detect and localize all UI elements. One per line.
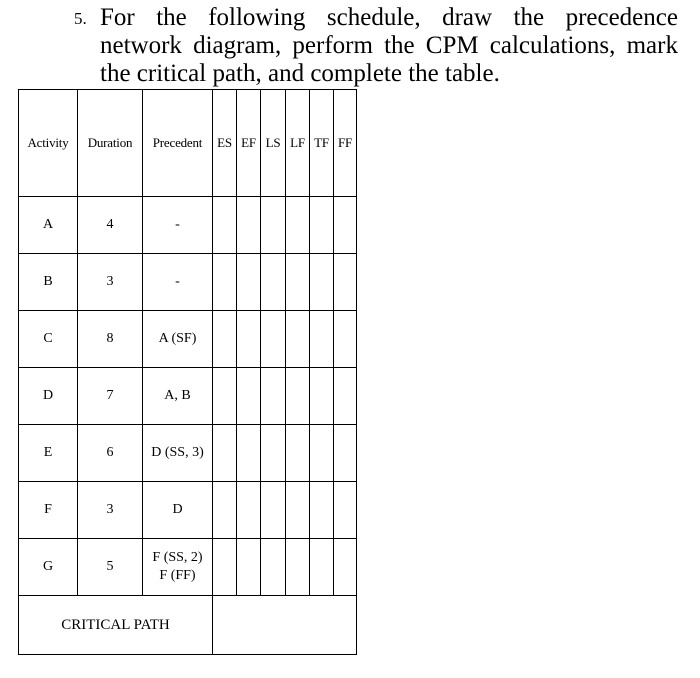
word: the (513, 4, 545, 31)
word: draw (442, 4, 493, 31)
ls-cell[interactable] (261, 368, 286, 425)
ls-cell[interactable] (261, 539, 286, 596)
header-tf: TF (310, 90, 334, 197)
critical-path-label: CRITICAL PATH (19, 596, 213, 655)
question-line-2 (100, 32, 678, 60)
header-ls: LS (261, 90, 286, 197)
word: following (208, 4, 306, 31)
table-header-row (19, 90, 357, 197)
ef-cell[interactable] (237, 368, 261, 425)
header-lf: LF (286, 90, 310, 197)
activity-cell: B (19, 254, 78, 311)
lf-cell[interactable] (286, 539, 310, 596)
table-row (19, 368, 357, 425)
precedent-cell: D (143, 482, 213, 539)
lf-cell[interactable] (286, 368, 310, 425)
word: diagram, (193, 32, 282, 59)
activity-cell: E (19, 425, 78, 482)
header-duration: Duration (78, 90, 143, 197)
question-line-3: the critical path, and complete the table. (100, 60, 500, 87)
word: the (384, 32, 415, 59)
schedule-table (18, 89, 357, 655)
ls-cell[interactable] (261, 197, 286, 254)
critical-path-answer[interactable] (213, 596, 357, 655)
duration-cell: 8 (78, 311, 143, 368)
lf-cell[interactable] (286, 197, 310, 254)
duration-cell: 5 (78, 539, 143, 596)
ls-cell[interactable] (261, 311, 286, 368)
ff-cell[interactable] (334, 368, 357, 425)
duration-cell: 3 (78, 482, 143, 539)
es-cell[interactable] (213, 368, 237, 425)
ef-cell[interactable] (237, 197, 261, 254)
lf-cell[interactable] (286, 254, 310, 311)
question-number: 5. (74, 9, 87, 28)
duration-cell: 4 (78, 197, 143, 254)
ff-cell[interactable] (334, 539, 357, 596)
precedent-cell: A, B (143, 368, 213, 425)
duration-cell: 3 (78, 254, 143, 311)
table-row (19, 425, 357, 482)
table-row (19, 539, 357, 596)
ef-cell[interactable] (237, 254, 261, 311)
precedent-cell: - (143, 254, 213, 311)
header-es: ES (213, 90, 237, 197)
precedent-cell: A (SF) (143, 311, 213, 368)
es-cell[interactable] (213, 197, 237, 254)
activity-cell: C (19, 311, 78, 368)
es-cell[interactable] (213, 425, 237, 482)
ff-cell[interactable] (334, 482, 357, 539)
word: precedence (565, 4, 678, 31)
ef-cell[interactable] (237, 311, 261, 368)
precedent-cell: D (SS, 3) (143, 425, 213, 482)
word: network (100, 32, 182, 59)
word: calculations, (489, 32, 616, 59)
duration-cell: 7 (78, 368, 143, 425)
table-row (19, 197, 357, 254)
tf-cell[interactable] (310, 482, 334, 539)
ef-cell[interactable] (237, 482, 261, 539)
tf-cell[interactable] (310, 197, 334, 254)
word: the (156, 4, 187, 31)
lf-cell[interactable] (286, 425, 310, 482)
ff-cell[interactable] (334, 425, 357, 482)
word: For (100, 4, 135, 31)
critical-path-row (19, 596, 357, 655)
ls-cell[interactable] (261, 425, 286, 482)
table-row (19, 254, 357, 311)
activity-cell: A (19, 197, 78, 254)
precedent-line: F (FF) (159, 568, 196, 583)
table-row (19, 482, 357, 539)
ls-cell[interactable] (261, 482, 286, 539)
lf-cell[interactable] (286, 482, 310, 539)
precedent-line: F (SS, 2) (152, 550, 203, 565)
header-precedent: Precedent (143, 90, 213, 197)
tf-cell[interactable] (310, 311, 334, 368)
precedent-cell (143, 539, 213, 596)
lf-cell[interactable] (286, 311, 310, 368)
question-line-1 (100, 4, 678, 32)
header-ff: FF (334, 90, 357, 197)
es-cell[interactable] (213, 482, 237, 539)
word: perform (292, 32, 373, 59)
word: CPM (425, 32, 479, 59)
tf-cell[interactable] (310, 254, 334, 311)
ff-cell[interactable] (334, 254, 357, 311)
word: schedule, (326, 4, 421, 31)
es-cell[interactable] (213, 254, 237, 311)
ff-cell[interactable] (334, 311, 357, 368)
ef-cell[interactable] (237, 425, 261, 482)
tf-cell[interactable] (310, 425, 334, 482)
header-ef: EF (237, 90, 261, 197)
activity-cell: F (19, 482, 78, 539)
precedent-cell: - (143, 197, 213, 254)
ls-cell[interactable] (261, 254, 286, 311)
ef-cell[interactable] (237, 539, 261, 596)
table-row (19, 311, 357, 368)
es-cell[interactable] (213, 539, 237, 596)
activity-cell: D (19, 368, 78, 425)
ff-cell[interactable] (334, 197, 357, 254)
tf-cell[interactable] (310, 539, 334, 596)
header-activity: Activity (19, 90, 78, 197)
activity-cell: G (19, 539, 78, 596)
es-cell[interactable] (213, 311, 237, 368)
word: mark (626, 32, 678, 59)
tf-cell[interactable] (310, 368, 334, 425)
duration-cell: 6 (78, 425, 143, 482)
